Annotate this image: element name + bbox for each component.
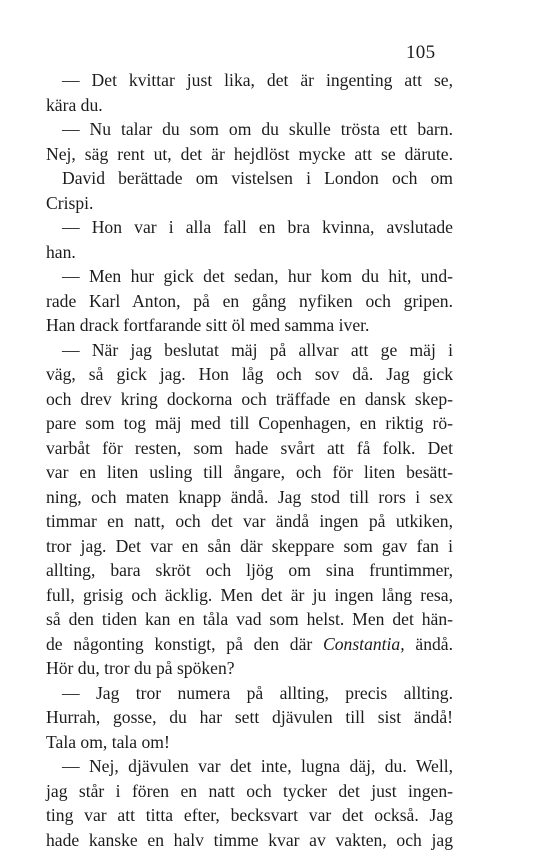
text-line: — Nej, djävulen var det inte, lugna däj, du. Well, <box>62 756 453 776</box>
text-line: var en liten usling till ångare, och för liten besätt- <box>46 462 453 482</box>
text-line: hade kanske en halv timme kvar av vakten, och jag <box>46 829 453 850</box>
text-line: så den tiden kan en tåla vad som helst. Men det hän- <box>46 609 453 629</box>
italic-ship-name: Constantia, <box>323 633 405 654</box>
text-line: Nej, säg rent ut, det är hejdlöst mycke att se därute. <box>46 143 453 164</box>
text-segment: ändå. <box>404 633 453 654</box>
text-line: ning, och maten knapp ändå. Jag stod till rors i sex <box>46 486 453 507</box>
text-line: — Nu talar du som om du skulle trösta ett barn. <box>62 119 453 139</box>
text-line: och drev kring dockorna och träffade en dansk skep- <box>46 388 453 409</box>
text-line: — Men hur gick det sedan, hur kom du hit, und- <box>62 266 453 286</box>
text-line: timmar en natt, och det var ändå ingen på utkiken, <box>46 511 453 531</box>
text-line: — Jag tror numera på allting, precis allting. <box>62 682 453 703</box>
text-line: ting var att titta efter, becksvart var det också. Jag <box>46 805 453 825</box>
text-line: full, grisig och äcklig. Men det är ju ingen lång resa, <box>46 584 453 605</box>
text-line: jag står i fören en natt och tycker det just ingen- <box>46 780 453 801</box>
text-line: Hör du, tror du på spöken? <box>46 658 235 678</box>
text-line: kära du. <box>46 94 103 115</box>
text-line: Tala om, tala om! <box>46 731 170 752</box>
text-line: pare som tog mäj med till Copenhagen, en riktig rö- <box>46 413 453 433</box>
text-line: — När jag beslutat mäj på allvar att ge mäj i <box>62 339 453 360</box>
text-line: han. <box>46 241 76 262</box>
text-line: tror jag. Det var en sån där skeppare som gav fan i <box>46 535 453 556</box>
text-line: Han drack fortfarande sitt öl med samma iver. <box>46 315 370 335</box>
text-line: varbåt för resten, som hade svårt att få folk. Det <box>46 437 453 458</box>
text-line <box>46 632 453 657</box>
text-line: allting, bara skröt och ljög om sina fruntimmer, <box>46 560 453 580</box>
body-text <box>46 68 453 852</box>
text-line: Crispi. <box>46 192 94 213</box>
text-line: väg, så gick jag. Hon låg och sov då. Jag gick <box>46 364 453 384</box>
text-line: rade Karl Anton, på en gång nyfiken och gripen. <box>46 290 453 311</box>
text-line: David berättade om vistelsen i London och om <box>62 168 453 188</box>
text-line: — Hon var i alla fall en bra kvinna, avslutade <box>62 217 453 237</box>
text-line: Hurrah, gosse, du har sett djävulen till sist ändå! <box>46 707 453 727</box>
text-line: — Det kvittar just lika, det är ingenting att se, <box>62 70 453 90</box>
page-number: 105 <box>406 42 436 63</box>
text-segment: de någonting konstigt, på den där <box>46 633 323 654</box>
